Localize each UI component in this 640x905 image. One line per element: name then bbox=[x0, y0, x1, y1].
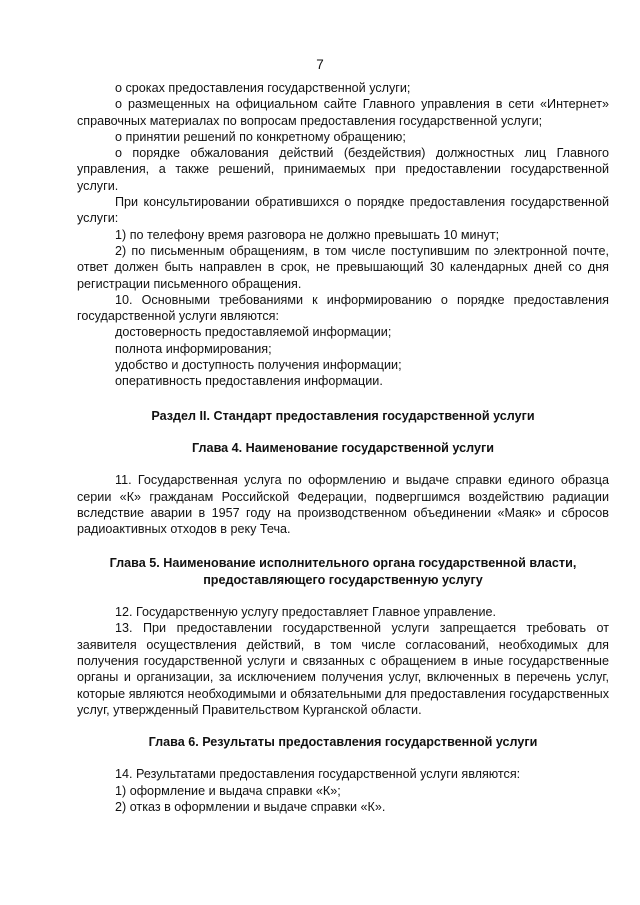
list-item-reliability: достоверность предоставляемой информации; bbox=[115, 325, 392, 340]
list-item-result-2: 2) отказ в оформлении и выдаче справки «К». bbox=[115, 799, 386, 814]
list-item-completeness: полнота информирования; bbox=[115, 341, 272, 356]
paragraph-appeal-procedure: о порядке обжалования действий (бездействия) должностных лиц Главного управления, а также решений, принимаемых при предоставлении государственной услуги. bbox=[77, 146, 609, 193]
paragraph-consultation: При консультировании обратившихся о порядке предоставления государственной услуги: bbox=[77, 195, 609, 226]
chapter-5-heading-line1: Глава 5. Наименование исполнительного органа государственной власти, bbox=[109, 556, 577, 571]
page-number: 7 bbox=[316, 57, 324, 72]
chapter-5-heading-line2: предоставляющего государственную услугу bbox=[203, 572, 483, 587]
paragraph-14: 14. Результатами предоставления государственной услуги являются: bbox=[115, 767, 521, 782]
document-body bbox=[77, 80, 609, 815]
paragraph-12: 12. Государственную услугу предоставляет Главное управление. bbox=[115, 605, 497, 620]
section-heading: Раздел II. Стандарт предоставления государственной услуги bbox=[151, 408, 535, 423]
paragraph-written-requests: 2) по письменным обращениям, в том числе поступившим по электронной почте, ответ должен быть направлен в срок, не превышающий 30 календарных дней со дня регистрации письменного обращения. bbox=[77, 243, 609, 291]
chapter-6-heading: Глава 6. Результаты предоставления государственной услуги bbox=[148, 735, 538, 750]
paragraph-10: 10. Основными требованиями к информированию о порядке предоставления государственной услуги являются: bbox=[77, 292, 609, 324]
chapter-4-heading: Глава 4. Наименование государственной услуги bbox=[192, 440, 494, 455]
list-item-convenience: удобство и доступность получения информации; bbox=[115, 358, 402, 373]
paragraph-reference-materials: о размещенных на официальном сайте Главного управления в сети «Интернет» справочных материалах по вопросам предоставления государственной услуги; bbox=[77, 97, 609, 128]
list-item-result-1: 1) оформление и выдача справки «К»; bbox=[115, 783, 341, 798]
paragraph-11: 11. Государственная услуга по оформлению и выдаче справки единого образца серии «К» гражданам Российской Федерации, подвергшимся воздействию радиации вследствие аварии в 1957 году на производственном объединении «Маяк» и сбросов радиоактивных отходов в реку Теча. bbox=[77, 473, 609, 537]
paragraph-decisions: о принятии решений по конкретному обращению; bbox=[115, 129, 406, 144]
paragraph-terms: о сроках предоставления государственной услуги; bbox=[115, 81, 411, 95]
chapter-5-heading bbox=[77, 555, 609, 588]
paragraph-phone: 1) по телефону время разговора не должно превышать 10 минут; bbox=[115, 227, 500, 242]
list-item-promptness: оперативность предоставления информации. bbox=[115, 374, 383, 389]
paragraph-13: 13. При предоставлении государственной услуги запрещается требовать от заявителя осуществления действий, в том числе согласований, необходимых для получения государственной услуги и связанных с обращением в иные государственные органы и организации, за исключением получения услуг, включенных в перечень услуг, которые являются необходимыми и обязательными для предоставления государственных услуг, утвержденный Правительством Курганской области. bbox=[77, 621, 609, 717]
